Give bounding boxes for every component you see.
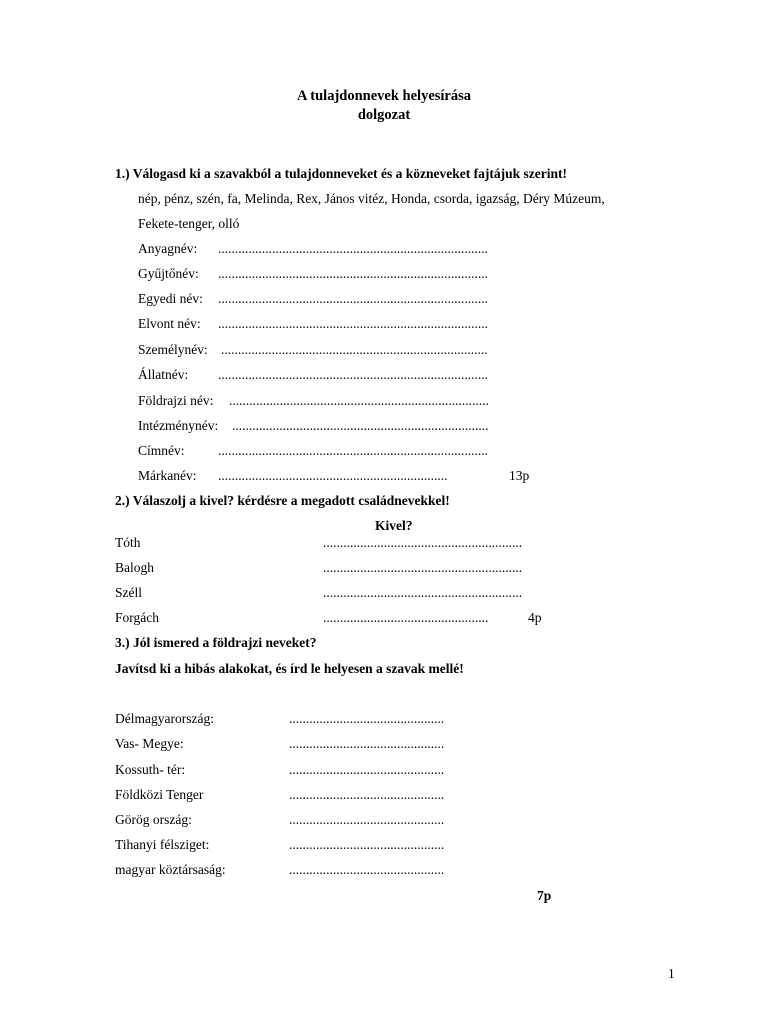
task1-words-line2: Fekete-tenger, olló (138, 216, 240, 231)
family-name: Balogh (115, 560, 154, 575)
incorrect-word: magyar köztársaság: (115, 862, 226, 877)
answer-line[interactable]: ................................................................................ (218, 241, 488, 256)
task1-row-label: Intézménynév: (138, 418, 219, 433)
task1-words-line1: nép, pénz, szén, fa, Melinda, Rex, János vitéz, Honda, csorda, igazság, Déry Múzeum, (138, 191, 605, 206)
incorrect-word: Vas- Megye: (115, 736, 184, 751)
family-name: Széll (115, 585, 142, 600)
page-number: 1 (668, 966, 675, 981)
task1-row-label: Gyűjtőnév: (138, 266, 199, 281)
task2-points: 4p (528, 610, 542, 625)
task1-points: 13p (509, 468, 530, 483)
task3-heading: 3.) Jól ismered a földrajzi neveket? (115, 635, 317, 650)
task1-row-label: Márkanév: (138, 468, 197, 483)
task2-heading: 2.) Válaszolj a kivel? kérdésre a megadott családnevekkel! (115, 493, 450, 508)
answer-line[interactable]: .............................................. (289, 812, 445, 827)
answer-line[interactable]: ................................................................................ (218, 291, 488, 306)
task1-row-label: Anyagnév: (138, 241, 198, 256)
answer-line[interactable]: .............................................. (289, 837, 445, 852)
incorrect-word: Földközi Tenger (115, 787, 204, 802)
answer-line[interactable]: ................................................................................ (218, 443, 488, 458)
incorrect-word: Tihanyi félsziget: (115, 837, 210, 852)
task3-subheading: Javítsd ki a hibás alakokat, és írd le helyesen a szavak mellé! (115, 661, 464, 676)
answer-line[interactable]: .............................................. (289, 711, 445, 726)
answer-line[interactable]: ................................................. (323, 610, 489, 625)
answer-line[interactable]: .............................................. (289, 862, 445, 877)
answer-line[interactable]: ................................................................................ (218, 316, 488, 331)
task1-row-label: Állatnév: (138, 367, 189, 382)
family-name: Tóth (115, 535, 141, 550)
answer-line[interactable]: .............................................. (289, 787, 445, 802)
answer-line[interactable]: ........................................................... (323, 560, 523, 575)
answer-line[interactable]: ............................................................................... (221, 342, 488, 357)
task1-row-label: Címnév: (138, 443, 185, 458)
task1-row-label: Földrajzi név: (138, 393, 214, 408)
incorrect-word: Kossuth- tér: (115, 762, 186, 777)
incorrect-word: Görög ország: (115, 812, 192, 827)
incorrect-word: Délmagyarország: (115, 711, 214, 726)
document-title: A tulajdonnevek helyesírása (296, 88, 471, 104)
task3-points: 7p (537, 888, 552, 903)
answer-line[interactable]: ............................................................................. (229, 393, 489, 408)
document-subtitle: dolgozat (357, 107, 411, 123)
task1-row-label: Személynév: (138, 342, 208, 357)
answer-line[interactable]: ................................................................................ (218, 266, 488, 281)
answer-line[interactable]: ............................................................................ (232, 418, 489, 433)
family-name: Forgách (115, 610, 159, 625)
task1-row-label: Egyedi név: (138, 291, 203, 306)
answer-line[interactable]: .............................................. (289, 736, 445, 751)
task1-heading: 1.) Válogasd ki a szavakból a tulajdonneveket és a közneveket fajtájuk szerint! (115, 166, 567, 181)
answer-line[interactable]: ........................................................... (323, 535, 523, 550)
answer-line[interactable]: .................................................................... (218, 468, 448, 483)
answer-line[interactable]: ........................................................... (323, 585, 523, 600)
task1-row-label: Elvont név: (138, 316, 201, 331)
answer-line[interactable]: ................................................................................ (218, 367, 488, 382)
answer-line[interactable]: .............................................. (289, 762, 445, 777)
task2-column-header: Kivel? (375, 518, 413, 533)
